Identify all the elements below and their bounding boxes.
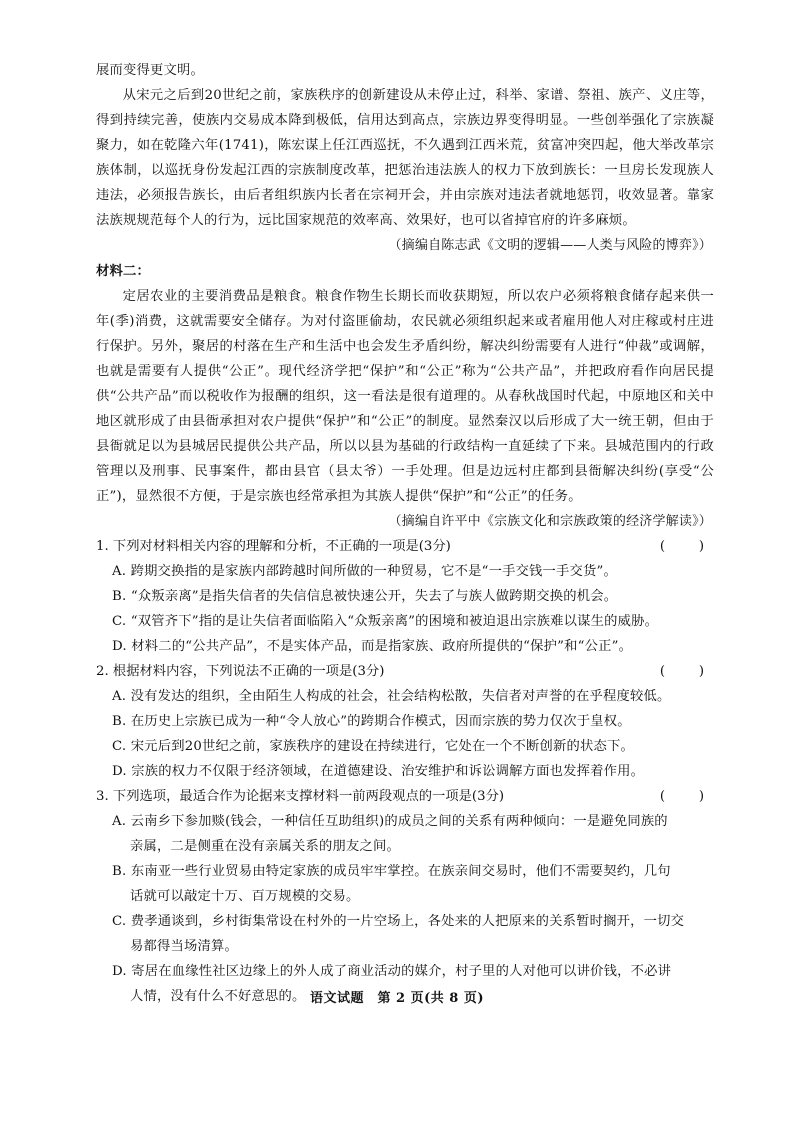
page-footer: 语文试题 第 2 页(共 8 页)	[310, 991, 484, 1006]
question-2-option-c: C. 宋元后到20世纪之前，家族秩序的建设在持续进行，它处在一个不断创新的状态下。	[112, 739, 634, 754]
question-1-option-b: B. “众叛亲离”是指失信者的失信信息被快速公开，失去了与族人做跨期交换的机会。	[112, 589, 618, 604]
question-1-stem: 1. 下列对材料相关内容的理解和分析，不正确的一项是(3分)	[96, 539, 451, 554]
question-3-option-c	[96, 909, 714, 959]
option-d-line-2: 人情，没有什么不好意思的。	[130, 989, 306, 1004]
option-c-line-2: 易都得当场清算。	[130, 939, 238, 954]
question-2-stem: 2. 根据材料内容，下列说法不正确的一项是(3分)	[96, 664, 385, 679]
question-3-stem: 3. 下列选项，最适合作为论据来支撑材料一前两段观点的一项是(3分)	[96, 789, 505, 804]
paragraph-material-two: 定居农业的主要消费品是粮食。粮食作物生长期长而收获期短，所以农户必须将粮食储存起来供一年(季)消费，这就需要安全储存。为对付盗匪偷劫，农民就必须组织起来或者雇用他人对庄稼或村庄进行保护。另外，聚居的村落在生产和生活中也会发生矛盾纠纷，解决纠纷需要有人进行“仲裁”或调解，也就是需要有人提供“公正”。现代经济学把“保护”和“公正”称为“公共产品”，并把政府看作向居民提供“公共产品”而以税收作为报酬的组织，这一看法是很有道理的。从春秋战国时代起，中原地区和关中地区就形成了由县衙承担对农户提供“保护”和“公正”的制度。显然秦汉以后形成了大一统王朝，但由于县衙就足以为县城居民提供公共产品，所以以县为基础的行政结构一直延续了下来。县城范围内的行政管理以及刑事、民事案件，都由县官（县太爷）一手处理。但是边远村庄都到县衙解决纠纷(享受“公正”)，显然很不方便，于是宗族也经常承担为其族人提供“保护”和“公正”的任务。	[96, 289, 714, 504]
option-b-line-1: B. 东南亚一些行业贸易由特定家族的成员牢牢掌控。在族亲间交易时，他们不需要契约，几句	[112, 864, 671, 879]
question-1	[96, 534, 714, 659]
question-3-option-b	[96, 859, 714, 909]
material-two-heading: 材料二：	[96, 264, 150, 279]
source-citation-2: （摘编自许平中《宗族文化和宗族政策的经济学解读》）	[388, 514, 712, 529]
question-1-option-a: A. 跨期交换指的是家族内部跨越时间所做的一种贸易，它不是“一手交钱一手交货”。	[112, 564, 618, 579]
paragraph-continued: 展而变得更文明。	[96, 63, 204, 78]
page-content	[96, 58, 714, 1009]
question-2-option-d: D. 宗族的权力不仅限于经济领域，在道德建设、治安维护和诉讼调解方面也发挥着作用。	[112, 764, 645, 779]
option-d-line-1: D. 寄居在血缘性社区边缘上的外人成了商业活动的媒介，村子里的人对他可以讲价钱，不必讲	[112, 964, 672, 979]
question-2-option-a: A. 没有发达的组织，全由陌生人构成的社会，社会结构松散，失信者对声誉的在乎程度较低。	[112, 689, 671, 704]
paragraph-song-yuan: 从宋元之后到20世纪之前，家族秩序的创新建设从未停止过，科举、家谱、祭祖、族产、义庄等，得到持续完善，使族内交易成本降到极低，信用达到高点，宗族边界变得明显。一些创举强化了宗族凝聚力，如在乾隆六年(1741)，陈宏谋上任江西巡抚，不久遇到江西米荒，贫富冲突四起，他大举改革宗族体制，以巡抚身份发起江西的宗族制度改革，把惩治违法族人的权力下放到族长：一旦房长发现族人违法，必须报告族长，由后者组织族内长者在宗祠开会，并由宗族对违法者就地惩罚，收效显著。靠家法族规规范每个人的行为，远比国家规范的效率高、效果好，也可以省掉官府的许多麻烦。	[96, 88, 714, 228]
question-2-option-b: B. 在历史上宗族已成为一种“令人放心”的跨期合作模式，因而宗族的势力仅次于皇权。	[112, 714, 631, 729]
question-3	[96, 784, 714, 1009]
question-1-option-c: C. “双管齐下”指的是让失信者面临陷入“众叛亲离”的困境和被迫退出宗族难以谋生的威胁。	[112, 614, 659, 629]
question-2	[96, 659, 714, 784]
source-citation-1: （摘编自陈志武《文明的逻辑——人类与风险的博弈》）	[388, 238, 712, 253]
answer-blank-2: ( )	[659, 664, 705, 679]
option-b-line-2: 话就可以敲定十万、百万规模的交易。	[130, 889, 360, 904]
answer-blank-3: ( )	[659, 789, 705, 804]
option-a-line-2: 亲属，二是侧重在没有亲属关系的朋友之间。	[130, 839, 400, 854]
answer-blank-1: ( )	[659, 539, 705, 554]
question-3-option-a	[96, 809, 714, 859]
option-a-line-1: A. 云南乡下参加赕(钱会，一种信任互助组织)的成员之间的关系有两种倾向：一是避免同族的	[112, 814, 668, 829]
option-c-line-1: C. 费孝通谈到，乡村街集常设在村外的一片空场上，各处来的人把原来的关系暂时搁开，一切交	[112, 914, 685, 929]
question-1-option-d: D. 材料二的“公共产品”，不是实体产品，而是指家族、政府所提供的“保护”和“公正”。	[112, 639, 633, 654]
